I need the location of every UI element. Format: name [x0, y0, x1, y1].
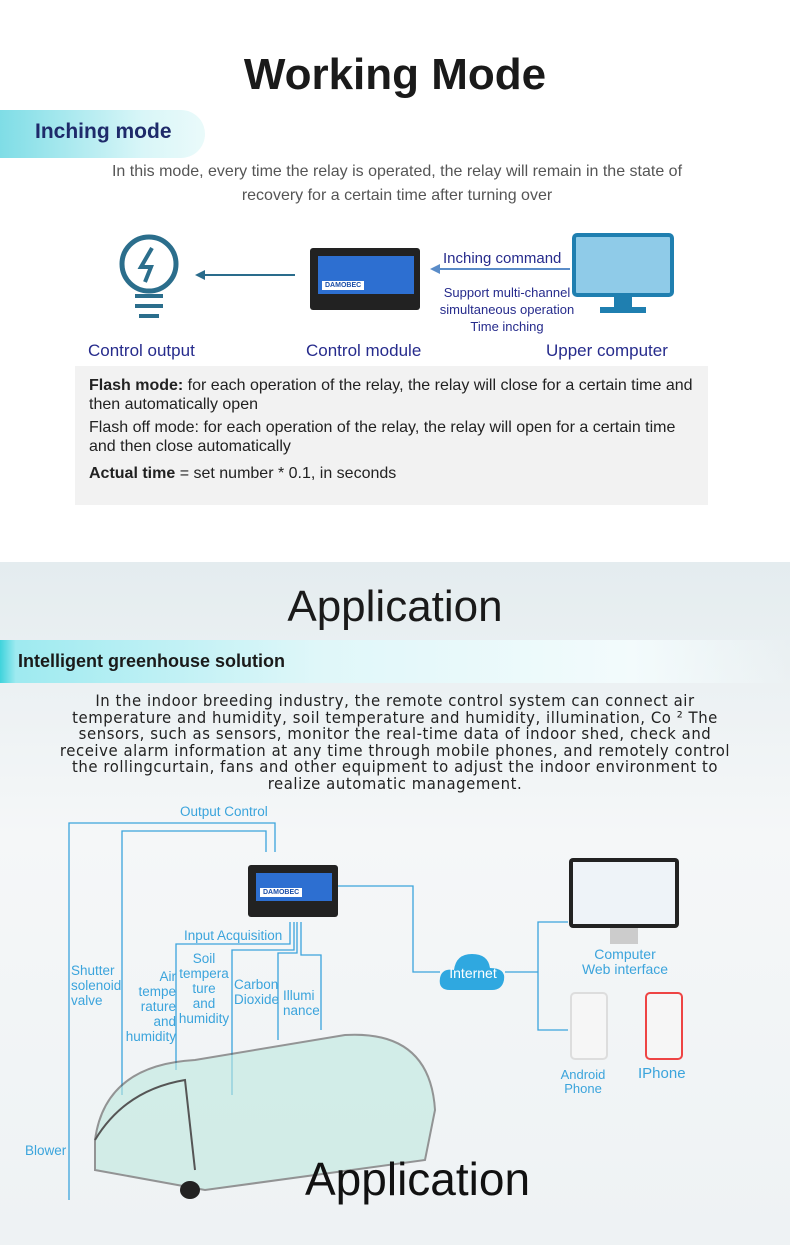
co2-label: Carbon Dioxide — [234, 977, 280, 1007]
note-text: for each operation of the relay, the relay will close for a certain time and then automatically open — [89, 377, 693, 413]
input-acquisition-label: Input Acquisition — [184, 928, 283, 943]
upper-computer-label: Upper computer — [546, 341, 668, 360]
solution-banner: Intelligent greenhouse solution — [0, 640, 790, 683]
relay-module-image — [248, 865, 338, 917]
section-title: Working Mode — [243, 50, 547, 99]
application-paragraph: In the indoor breeding industry, the remote control system can connect air temperature and humidity, soil temperature and humidity, illumination, Co ² The sensors, such as sensors, monitor the real-time data of indoor shed, check and receive alarm information at any time through mobile phones, and remotely control the rollingcurtain, fans and other equipment to adjust the indoor environment to realize automatic management. — [59, 691, 731, 793]
note-text: : for each operation of the relay, the relay will open for a certain time and then close automatically — [89, 419, 676, 455]
note-term: Actual time — [89, 465, 176, 482]
android-phone-image — [570, 992, 608, 1060]
support-line: simultaneous operation — [439, 302, 575, 317]
module-brand-label: DAMOBEC — [260, 888, 302, 897]
note-term: Flash mode: — [89, 377, 184, 394]
mode-label: Inching mode — [0, 110, 205, 158]
note-text: = set number * 0.1, in seconds — [175, 465, 397, 482]
iphone-image — [645, 992, 683, 1060]
android-label: Android Phone — [560, 1067, 606, 1096]
module-brand-label: DAMOBEC — [322, 281, 364, 290]
soil-label: Soil tempera ture and humidity — [178, 951, 230, 1026]
command-label: Inching command — [443, 250, 562, 267]
iphone-label: IPhone — [638, 1065, 686, 1082]
blower-label: Blower — [25, 1143, 67, 1158]
shutter-label: Shutter solenoid valve — [71, 963, 122, 1008]
footer-title: Application — [305, 1153, 531, 1205]
control-output-label: Control output — [88, 341, 195, 360]
mode-description: In this mode, every time the relay is operated, the relay will remain in the state of recovery for a certain time after turning over — [111, 163, 683, 204]
support-line: Time inching — [470, 319, 544, 334]
control-module-label: Control module — [306, 341, 422, 360]
computer-image — [569, 858, 679, 928]
application-title: Application — [287, 582, 503, 631]
output-control-label: Output Control — [180, 804, 268, 819]
air-label: Air tempe rature and humidity — [125, 969, 176, 1044]
computer-stand — [610, 928, 638, 944]
illuminance-label: Illumi nance — [283, 988, 320, 1018]
internet-label: Internet — [449, 965, 497, 981]
note-term: Flash off mode — [89, 419, 195, 436]
support-line: Support multi-channel — [443, 285, 571, 300]
computer-label: Computer Web interface — [581, 946, 669, 977]
